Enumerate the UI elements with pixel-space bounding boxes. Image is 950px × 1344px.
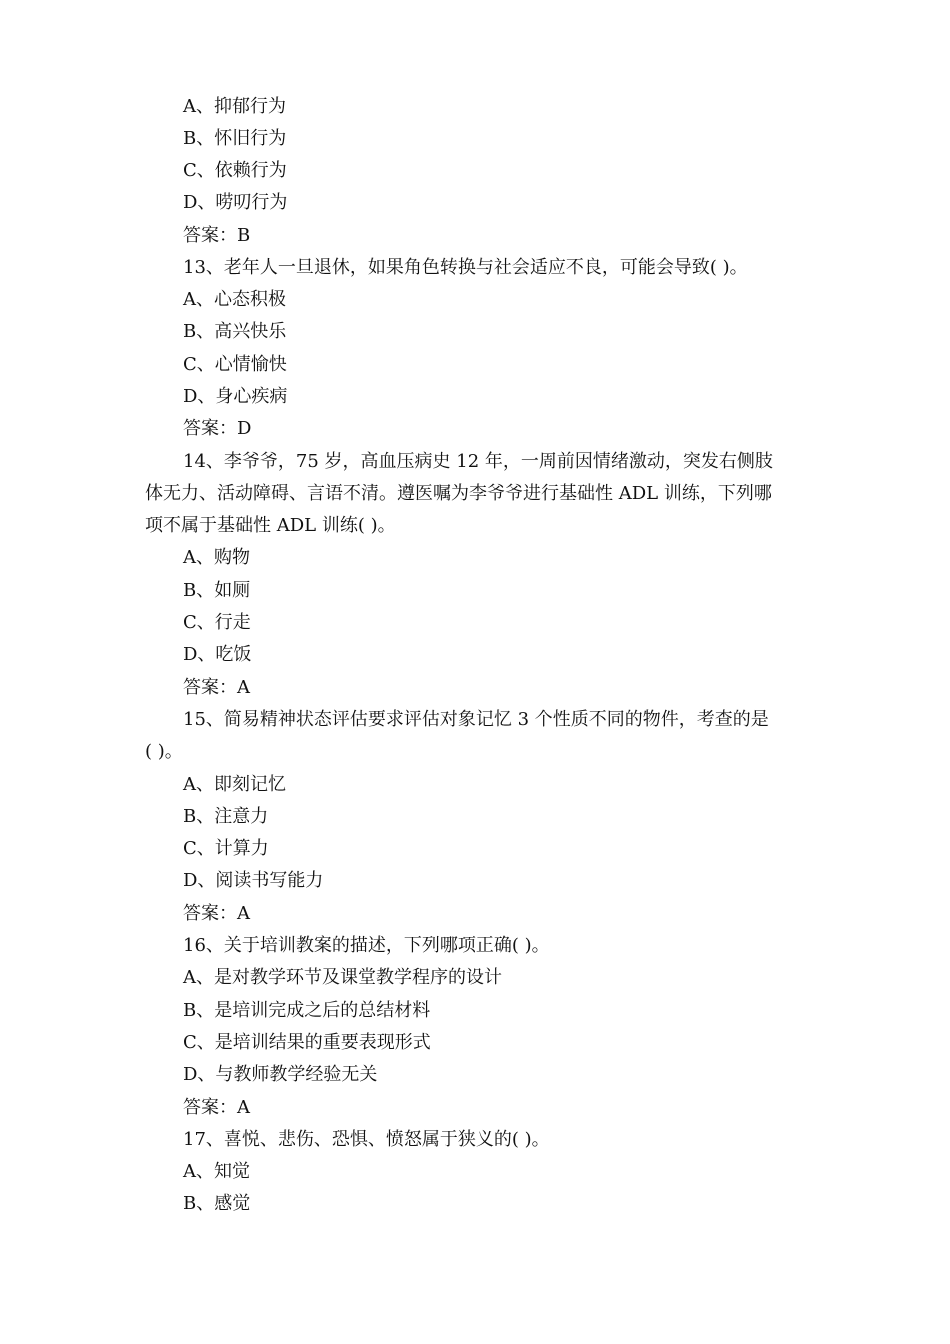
q13-option-a: A、心态积极 [183,289,286,310]
q13-option-d: D、身心疾病 [183,386,288,407]
q14-question-line-3: 项不属于基础性 ADL 训练( )。 [145,515,396,536]
q12-answer: 答案：B [183,225,251,246]
q13-option-b: B、高兴快乐 [183,321,287,342]
q13-option-c: C、心情愉快 [183,354,287,375]
q14-option-c: C、行走 [183,612,251,633]
q13-question: 13、老年人一旦退休，如果角色转换与社会适应不良，可能会导致( )。 [183,257,748,278]
q15-question-line-2: ( )。 [145,741,183,762]
q15-option-c: C、计算力 [183,838,269,859]
q14-option-d: D、吃饭 [183,644,252,665]
q17-option-a: A、知觉 [183,1161,250,1182]
q14-option-b: B、如厕 [183,580,251,601]
q14-answer: 答案：A [183,677,250,698]
q16-answer: 答案：A [183,1097,250,1118]
q12-option-b: B、怀旧行为 [183,128,287,149]
q17-question: 17、喜悦、悲伤、恐惧、愤怒属于狭义的( )。 [183,1129,550,1150]
q17-option-b: B、感觉 [183,1193,251,1214]
q15-option-a: A、即刻记忆 [183,774,286,795]
q16-option-d: D、与教师教学经验无关 [183,1064,378,1085]
q14-question-line-1: 14、李爷爷，75 岁，高血压病史 12 年，一周前因情绪激动，突发右侧肢 [183,451,773,472]
q13-answer: 答案：D [183,418,252,439]
q12-option-c: C、依赖行为 [183,160,287,181]
q12-option-d: D、唠叨行为 [183,192,288,213]
q14-option-a: A、购物 [183,547,250,568]
q16-option-b: B、是培训完成之后的总结材料 [183,1000,431,1021]
q12-option-a: A、抑郁行为 [183,96,286,117]
q14-question-line-2: 体无力、活动障碍、言语不清。遵医嘱为李爷爷进行基础性 ADL 训练，下列哪 [145,483,772,504]
q15-option-d: D、阅读书写能力 [183,870,324,891]
q16-question: 16、关于培训教案的描述，下列哪项正确( )。 [183,935,550,956]
q15-answer: 答案：A [183,903,250,924]
q16-option-c: C、是培训结果的重要表现形式 [183,1032,431,1053]
q15-question-line-1: 15、简易精神状态评估要求评估对象记忆 3 个性质不同的物件，考查的是 [183,709,769,730]
q16-option-a: A、是对教学环节及课堂教学程序的设计 [183,967,502,988]
q15-option-b: B、注意力 [183,806,269,827]
